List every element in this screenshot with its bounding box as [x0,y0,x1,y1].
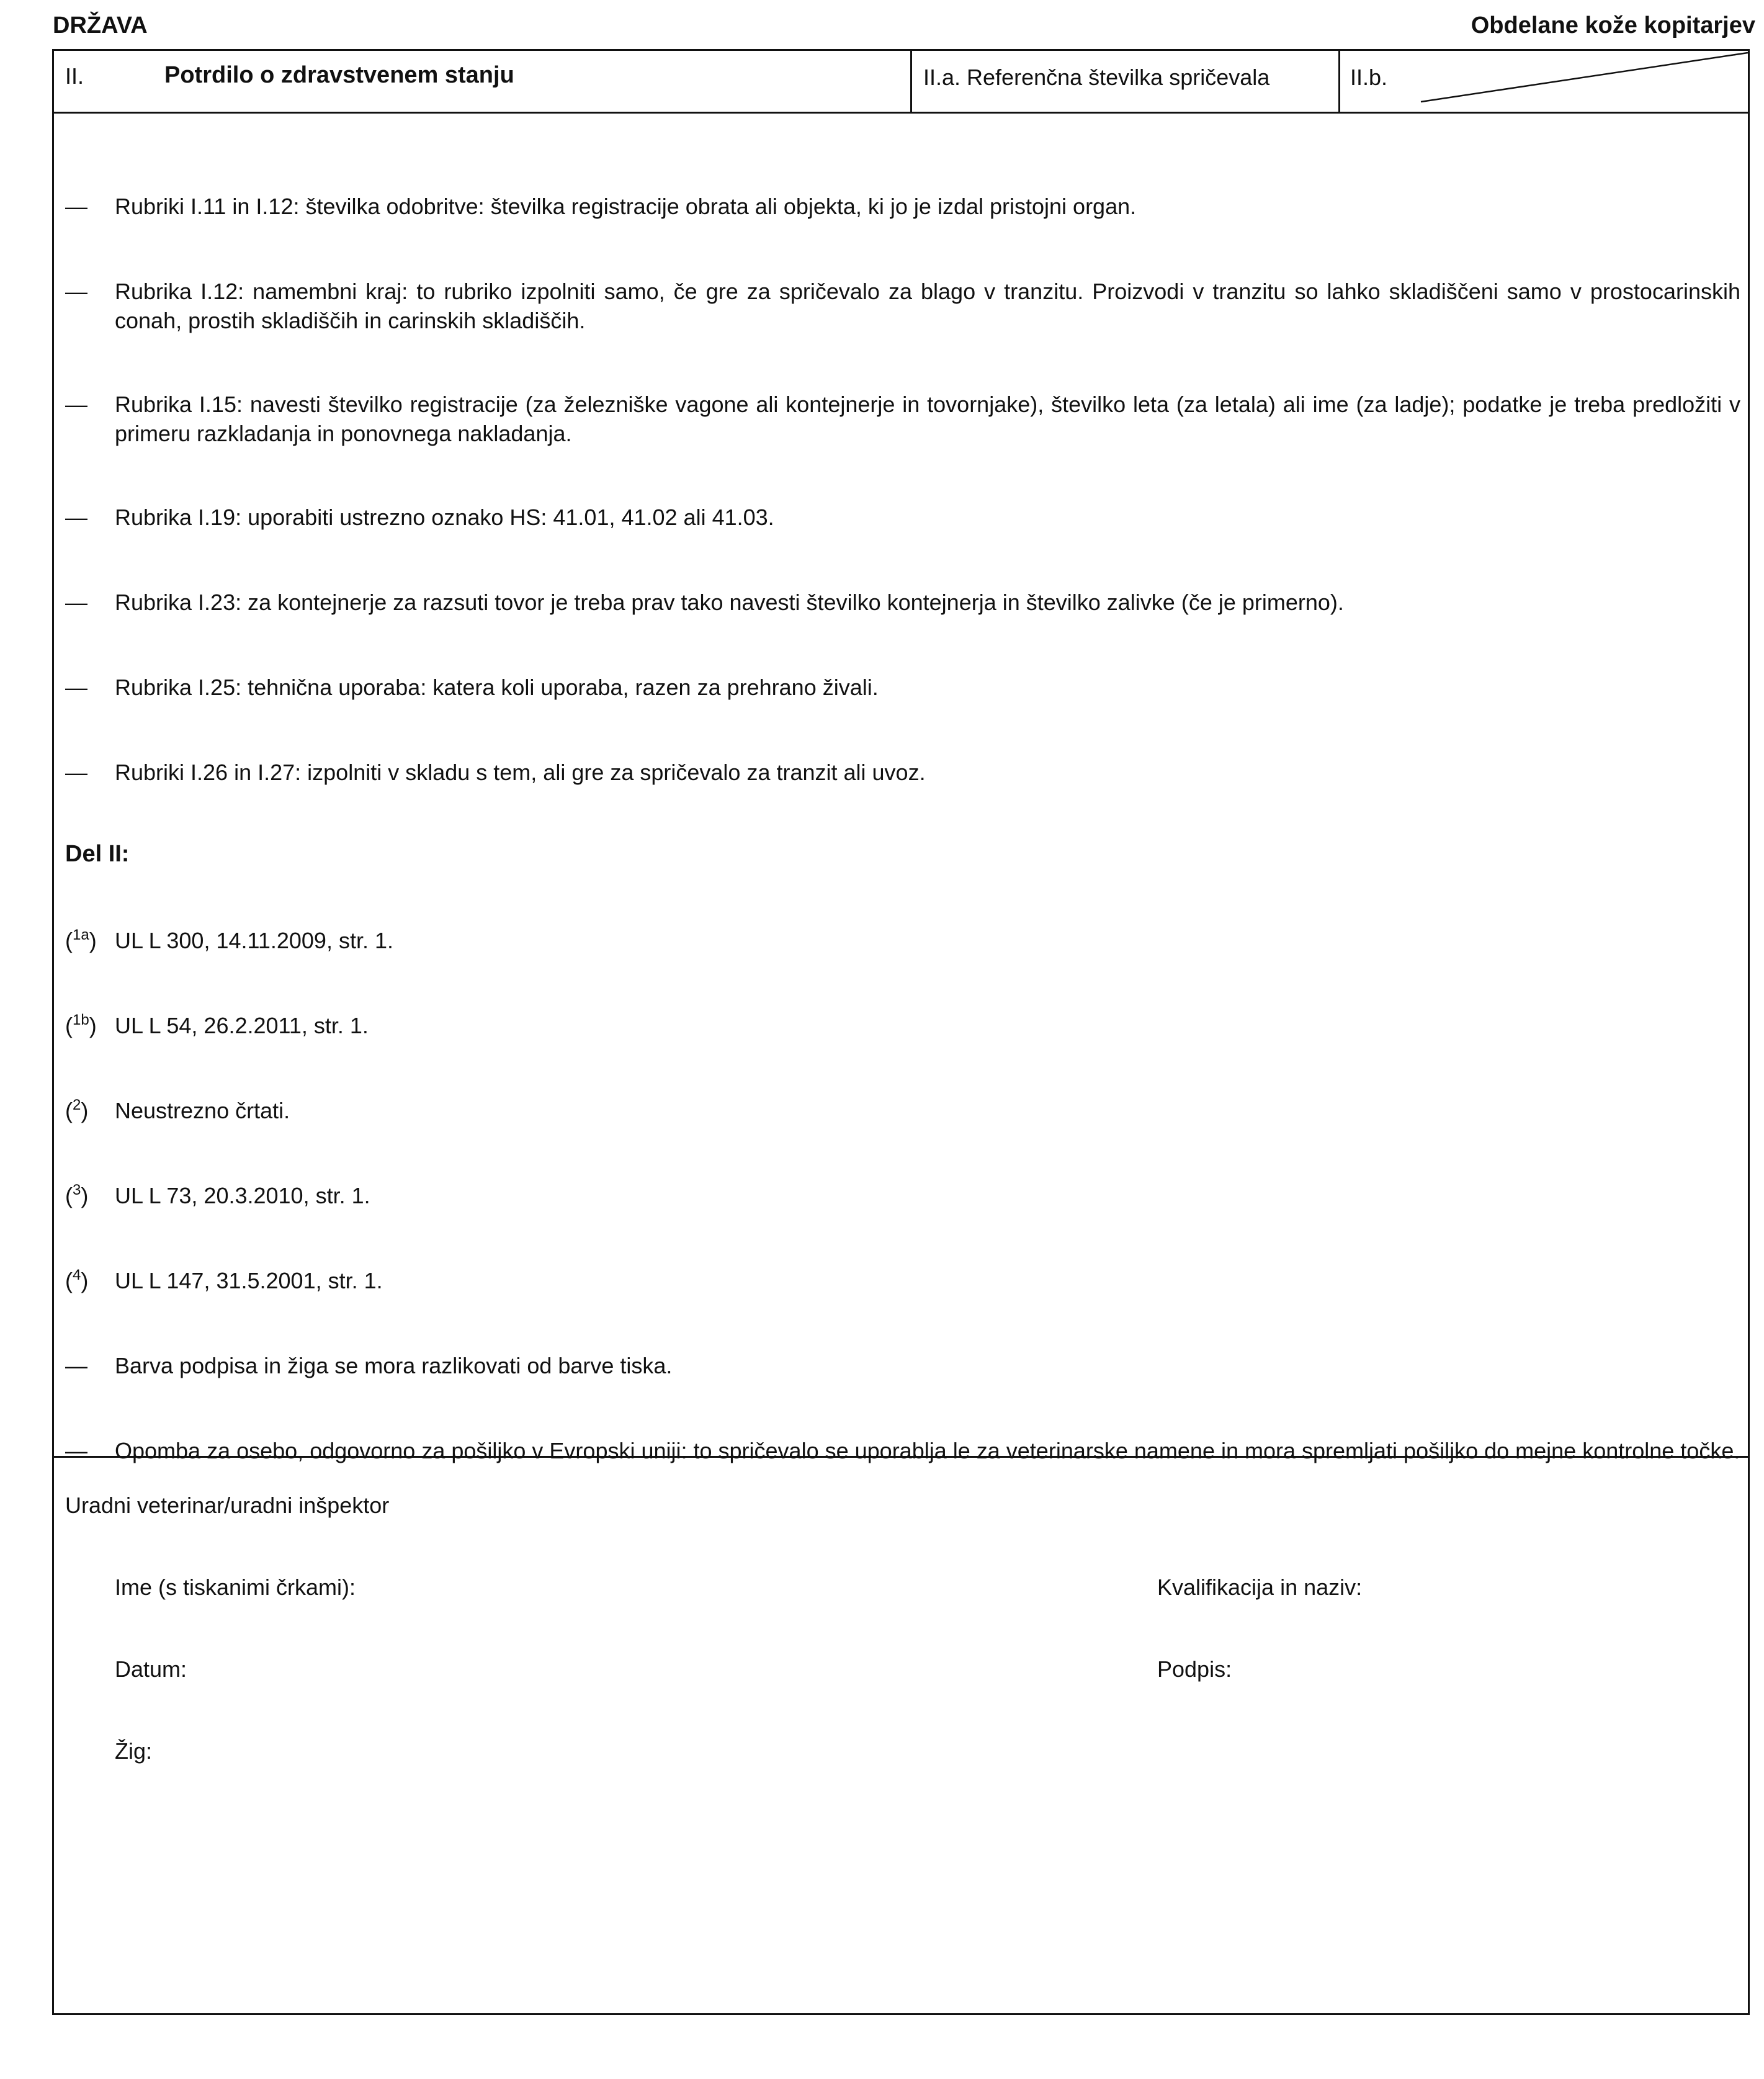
iib-cell [1340,51,1748,112]
signature-block [54,1456,1748,2015]
reference-number-label: II.a. Referenčna številka spričevala [923,65,1270,90]
part-ii-heading: Del II: [65,841,130,867]
commodity-title: Obdelane kože kopitarjev [1471,12,1755,38]
dash-marker: — [65,675,87,700]
footnote-item [65,1011,369,1040]
note-item [65,277,1740,335]
footnote-marker: ($^3$) [65,1182,89,1208]
footnote-item [65,1181,370,1210]
note-item [65,503,1740,532]
note-text: Rubrika I.15: navesti številko registracije (za železniške vagone ali kontejnerje in tovornjake), številko leta (za letala) ali ime (za ladje); podatke je treba predložiti v primeru razkladanja in ponovnega nakladanja. [115,392,1740,446]
note-text: Barva podpisa in žiga se mora razlikovati od barve tiska. [115,1353,673,1378]
note-item [65,758,1740,787]
note-text: Rubrika I.12: namembni kraj: to rubriko izpolniti samo, če gre za spričevalo za blago v tranzitu. Proizvodi v tranzitu so lahko skladiščeni samo v prostocarinskih conah, prostih skladiščih in carinskih skladiščih. [115,279,1740,333]
iib-label: II.b. [1350,65,1388,90]
footnote-marker: ($^4$) [65,1267,89,1293]
date-field-label: Datum: [115,1656,187,1682]
note-text: Rubrika I.23: za kontejnerje za razsuti tovor je treba prav tako navesti številko kontejnerja in številko zalivke (če je primerno). [115,590,1344,615]
section-number: II. [65,63,84,89]
note-item [65,673,1740,702]
footnote-text: UL L 300, 14.11.2009, str. 1. [115,928,393,953]
note-item [65,390,1740,448]
section-header-row [54,51,1748,114]
section-title-cell [54,51,912,112]
diagonal-line-mark [1340,51,1748,112]
name-field-label: Ime (s tiskanimi črkami): [115,1574,356,1600]
footnote-item [65,1096,290,1125]
note-item [65,588,1740,617]
dash-marker: — [65,590,87,615]
footnote-marker: ($^{1a}$) [65,927,97,953]
note-text: Rubriki I.26 in I.27: izpolniti v skladu s tem, ali gre za spričevalo za tranzit ali uvoz. [115,760,926,785]
footnote-item [65,926,393,955]
country-label: DRŽAVA [53,12,148,38]
note-item [65,192,1740,221]
stamp-field-label: Žig: [115,1738,153,1764]
dash-marker: — [65,1438,87,1463]
dash-marker: — [65,1353,87,1378]
footnote-marker: ($^{1b}$) [65,1012,97,1038]
footnote-text: Neustrezno črtati. [115,1098,290,1123]
footnote-item [65,1266,383,1295]
footnote-text: UL L 73, 20.3.2010, str. 1. [115,1183,370,1208]
note-text: Opomba za osebo, odgovorno za pošiljko v Evropski uniji: to spričevalo se uporablja le za veterinarske namene in mora spremljati pošiljko do mejne kontrolne točke. [115,1438,1740,1463]
dash-marker: — [65,194,87,219]
note-text: Rubriki I.11 in I.12: številka odobritve: številka registracije obrata ali objekta, ki jo je izdal pristojni organ. [115,194,1137,219]
reference-number-cell [912,51,1340,112]
qualification-field-label: Kvalifikacija in naziv: [1157,1574,1363,1600]
dash-marker: — [65,279,87,304]
section-title: Potrdilo o zdravstvenem stanju [164,62,514,88]
dash-marker: — [65,505,87,530]
certificate-frame [52,49,1750,2015]
official-veterinarian-title: Uradni veterinar/uradni inšpektor [65,1493,390,1518]
note-item [65,1351,1740,1380]
dash-marker: — [65,392,87,417]
note-text: Rubrika I.25: tehnična uporaba: katera koli uporaba, razen za prehrano živali. [115,675,879,700]
dash-marker: — [65,760,87,785]
footnote-text: UL L 54, 26.2.2011, str. 1. [115,1013,369,1038]
footnote-marker: ($^2$) [65,1097,89,1123]
signature-field-label: Podpis: [1157,1656,1232,1682]
footnote-text: UL L 147, 31.5.2001, str. 1. [115,1268,383,1293]
note-text: Rubrika I.19: uporabiti ustrezno oznako HS: 41.01, 41.02 ali 41.03. [115,505,774,530]
